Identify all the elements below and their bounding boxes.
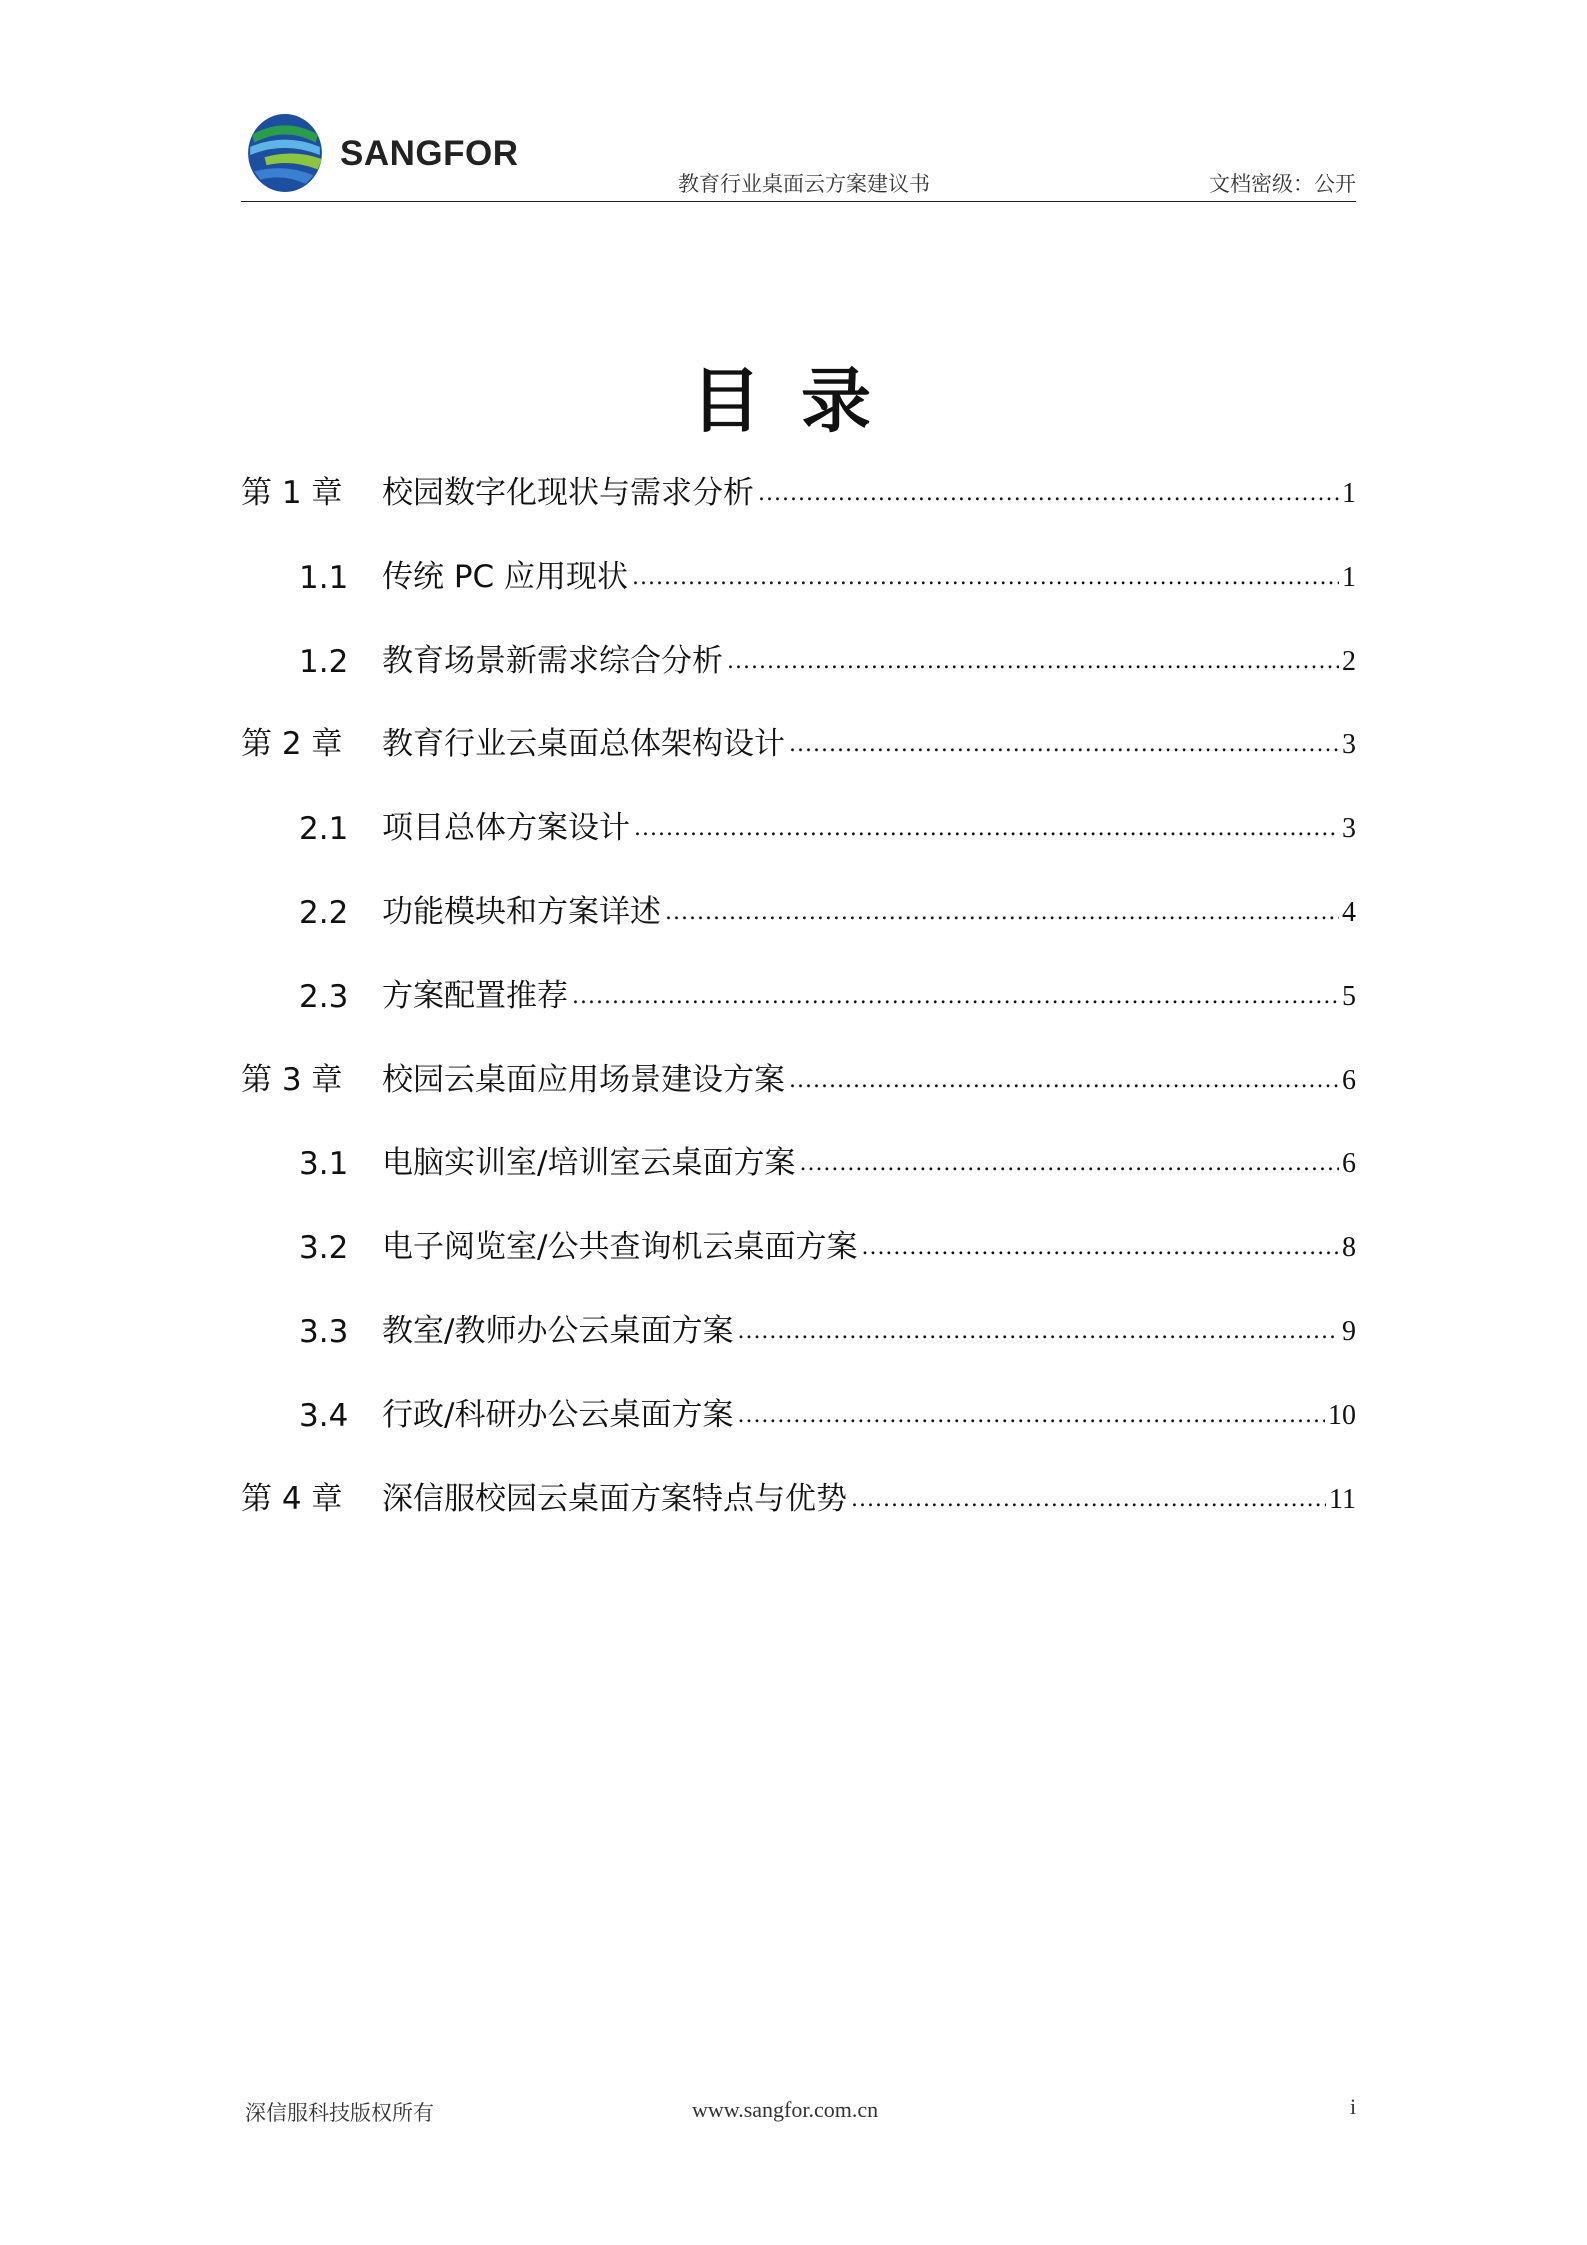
- toc-entry-page: 8: [1342, 1232, 1356, 1264]
- header-divider: [241, 201, 1356, 202]
- toc-leader-dots: [861, 1235, 1339, 1260]
- footer-copyright: 深信服科技版权所有: [245, 2101, 434, 2125]
- toc-entry-page: 6: [1342, 1148, 1356, 1180]
- toc-entry-page: 3: [1342, 729, 1356, 761]
- toc-entry-number: 第 3 章: [241, 1061, 343, 1098]
- toc-entry-title: 校园云桌面应用场景建设方案: [382, 1061, 785, 1098]
- toc-entry-number: 2.2: [299, 895, 349, 931]
- toc-entry-title: 教育行业云桌面总体架构设计: [382, 726, 785, 763]
- sangfor-logo-icon: [244, 112, 326, 194]
- toc-entry-page: 1: [1342, 561, 1356, 593]
- toc-entry-number: 第 2 章: [241, 726, 343, 763]
- toc-entry-number: 3.1: [299, 1146, 349, 1183]
- toc-title: 目录: [691, 360, 911, 442]
- toc-entry[interactable]: [241, 719, 1356, 763]
- footer-url[interactable]: www.sangfor.com.cn: [692, 2097, 879, 2122]
- footer-page-number: i: [1350, 2094, 1357, 2119]
- toc-leader-dots: [799, 1151, 1339, 1176]
- header-doc-title: 教育行业桌面云方案建议书: [678, 172, 930, 196]
- toc-entry[interactable]: [241, 803, 1356, 847]
- toc-entry-number: 第 4 章: [241, 1480, 343, 1517]
- header-classification: 文档密级：公开: [1209, 172, 1356, 196]
- toc-entry-page: 1: [1342, 478, 1356, 509]
- toc-leader-dots: [789, 1068, 1339, 1093]
- toc-leader-dots: [634, 816, 1339, 841]
- toc-leader-dots: [789, 732, 1339, 757]
- toc-entry[interactable]: [241, 1138, 1356, 1182]
- brand-name: SANGFOR: [340, 134, 519, 173]
- toc-entry-number: 1.1: [299, 559, 349, 596]
- toc-entry[interactable]: [241, 1055, 1356, 1099]
- toc-entry-title: 电子阅览室/公共查询机云桌面方案: [382, 1229, 858, 1266]
- toc-entry-title: 功能模块和方案详述: [382, 894, 661, 930]
- toc-leader-dots: [632, 565, 1339, 590]
- toc-entry-number: 3.2: [299, 1230, 349, 1267]
- toc-entry-title: 方案配置推荐: [382, 977, 568, 1014]
- toc-entry[interactable]: [241, 468, 1356, 512]
- toc-entry[interactable]: [241, 887, 1356, 931]
- toc-leader-dots: [851, 1487, 1326, 1512]
- toc-entry-page: 9: [1342, 1316, 1356, 1347]
- toc-leader-dots: [665, 900, 1339, 925]
- toc-entry-page: 2: [1342, 645, 1356, 677]
- toc-entry[interactable]: [241, 552, 1356, 596]
- toc-entry-title: 行政/科研办公云桌面方案: [382, 1396, 734, 1433]
- toc-entry-number: 3.4: [299, 1397, 349, 1434]
- toc-entry[interactable]: [241, 1222, 1356, 1266]
- toc-entry[interactable]: [241, 1390, 1356, 1434]
- toc-entry-number: 1.2: [299, 643, 349, 680]
- toc-entry[interactable]: [241, 971, 1356, 1015]
- toc-entry-page: 10: [1328, 1399, 1356, 1431]
- toc-entry-page: 5: [1342, 980, 1356, 1012]
- toc-entry-number: 2.1: [299, 811, 349, 848]
- toc-entry-page: 3: [1342, 813, 1356, 845]
- toc-entry-title: 传统 PC 应用现状: [382, 558, 629, 595]
- toc-entry-number: 第 1 章: [241, 475, 343, 511]
- toc-entry[interactable]: [241, 1474, 1356, 1518]
- toc-entry-title: 教室/教师办公云桌面方案: [382, 1313, 734, 1349]
- toc-entry-page: 6: [1342, 1064, 1356, 1096]
- toc-leader-dots: [572, 984, 1339, 1009]
- toc-entry-title: 校园数字化现状与需求分析: [382, 475, 754, 511]
- toc-entry-title: 项目总体方案设计: [382, 810, 630, 847]
- toc-leader-dots: [737, 1319, 1339, 1344]
- toc-entry[interactable]: [241, 636, 1356, 680]
- toc-entry-title: 电脑实训室/培训室云桌面方案: [382, 1145, 796, 1182]
- toc-entry-title: 教育场景新需求综合分析: [382, 642, 723, 679]
- toc-entry[interactable]: [241, 1306, 1356, 1350]
- toc-entry-number: 3.3: [299, 1314, 349, 1350]
- toc-entry-page: 4: [1342, 897, 1356, 928]
- toc-leader-dots: [758, 481, 1339, 506]
- toc-leader-dots: [737, 1403, 1325, 1428]
- toc-entry-page: 11: [1329, 1483, 1356, 1515]
- toc-entry-title: 深信服校园云桌面方案特点与优势: [382, 1480, 847, 1517]
- toc-entry-number: 2.3: [299, 978, 349, 1015]
- toc-leader-dots: [727, 649, 1339, 674]
